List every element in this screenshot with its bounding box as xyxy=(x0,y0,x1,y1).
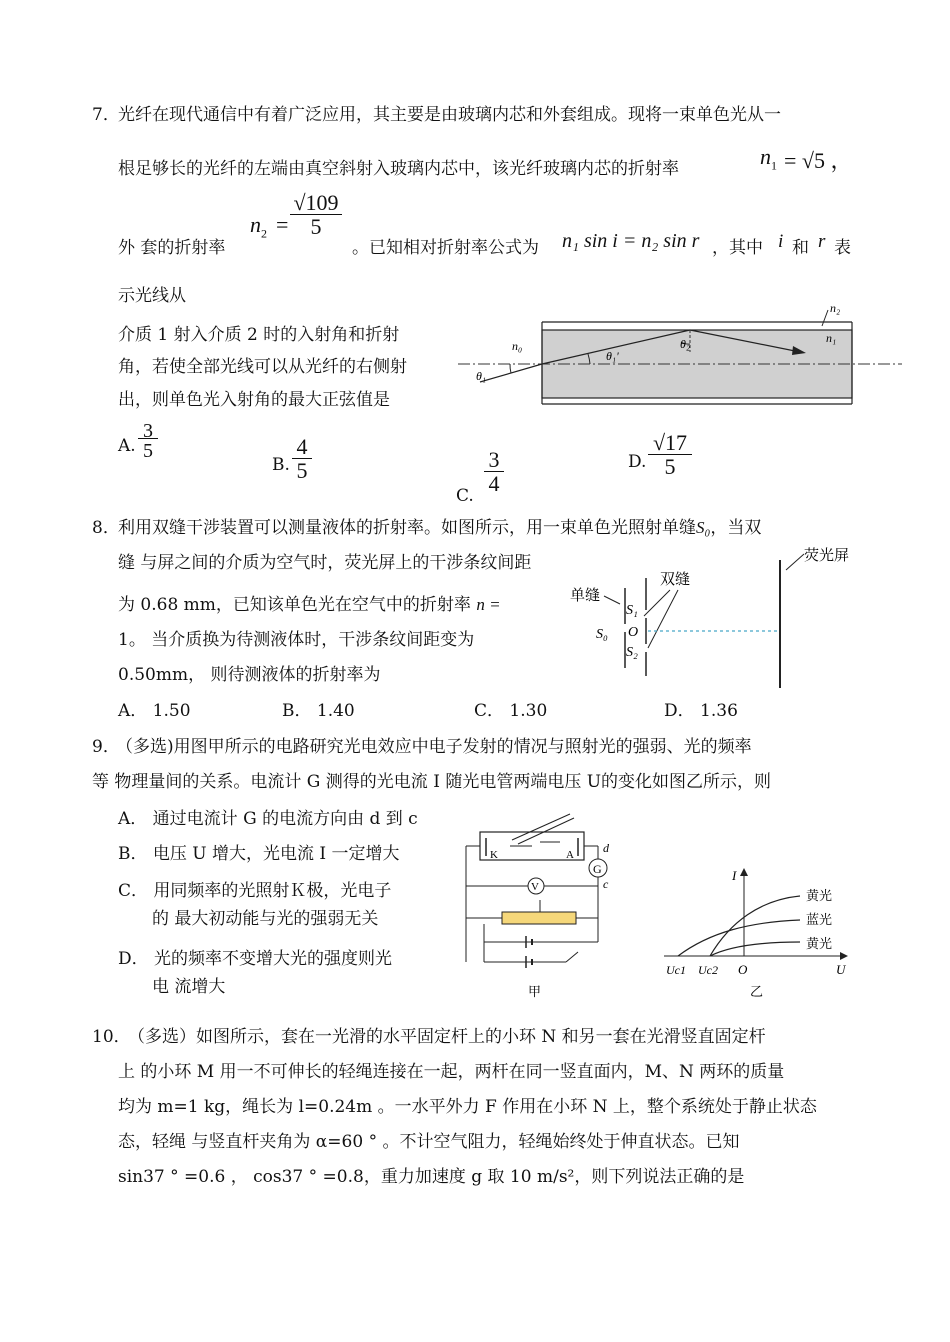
q7-n2-eq: = xyxy=(276,212,289,237)
label-double-slit: 双缝 xyxy=(660,572,691,588)
q7-formula: n₁ sin i = n₂ sin r xyxy=(562,230,700,252)
q9-circuit-diagram xyxy=(460,812,620,1002)
caption-yi: 乙 xyxy=(750,984,764,999)
screen-leader xyxy=(786,554,804,570)
q7-line3c: ，其中 xyxy=(712,238,763,258)
q9-line1: （多选)用图甲所示的电路研究光电效应中电子发射的情况与照射光的强弱、光的频率 xyxy=(116,737,752,757)
label-Uc1: Uc1 xyxy=(666,963,686,977)
q8-line1: 利用双缝干涉装置可以测量液体的折射率。如图所示，用一束单色光照射单缝S₀，当双 xyxy=(118,518,762,538)
q10-number: 10． xyxy=(92,1027,131,1047)
q7-n1-value: = √5 ， xyxy=(784,148,853,173)
label-U: U xyxy=(836,962,846,977)
q7-line3b: 。已知相对折射率公式为 xyxy=(352,238,539,258)
q7-line3d: 表 xyxy=(834,238,851,258)
curve-blue xyxy=(678,920,800,956)
q7-and: 和 xyxy=(792,238,809,258)
q7-n2-numerator: √109 xyxy=(290,192,342,215)
q7-line1: 光纤在现代通信中有着广泛应用，其主要是由玻璃内芯和外套组成。现将一束单色光从一 xyxy=(118,105,781,125)
q7-line2: 根足够长的光纤的左端由真空斜射入玻璃内芯中，该光纤玻璃内芯的折射率 xyxy=(118,159,679,179)
q8-optC: C． 1.30 xyxy=(474,701,548,721)
q9-line2: 等 物理量间的关系。电流计 G 测得的光电流 I 随光电管两端电压 U的变化如图乙所示，则 xyxy=(92,772,772,792)
label-G: G xyxy=(593,862,602,876)
label-n2: n₂ xyxy=(830,301,841,315)
label-Uc2: Uc2 xyxy=(698,963,718,977)
q7-optA-fraction: $\frac{3}{5}$ xyxy=(138,424,158,463)
q9-optD1: D． 光的频率不变增大光的强度则光 xyxy=(118,949,393,969)
q8-optB: B． 1.40 xyxy=(282,701,355,721)
q7-line4: 示光线从 xyxy=(118,286,186,306)
double-slit-leader-2 xyxy=(648,590,678,648)
q7-fiber-diagram xyxy=(450,300,910,410)
q7-optD-label: D. xyxy=(628,452,647,472)
curve-yellow-strong xyxy=(710,896,800,956)
u-axis-arrow xyxy=(840,952,848,960)
q10-line4: 态，轻绳 与竖直杆夹角为 α=60 ° 。不计空气阻力，轻绳始终处于伸直状态。已知 xyxy=(118,1132,740,1152)
q7-n2-fraction xyxy=(290,192,342,239)
q9-optC2: 的 最大初动能与光的强弱无关 xyxy=(152,909,379,929)
q7-number: 7． xyxy=(92,105,120,125)
q9-optA: A． 通过电流计 G 的电流方向由 d 到 c xyxy=(118,809,418,829)
q10-line3: 均为 m=1 kg，绳长为 l=0.24m 。一水平外力 F 作用在小环 N 上，整个系统处于静止状态 xyxy=(118,1097,817,1117)
q8-line4: 1。 当介质换为待测液体时，干涉条纹间距变为 xyxy=(118,630,475,650)
q8-line2: 缝 与屏之间的介质为空气时，荧光屏上的干涉条纹间距 xyxy=(118,553,532,573)
q10-line2: 上 的小环 M 用一不可伸长的轻绳连接在一起，两杆在同一竖直面内，M、N 两环的质量 xyxy=(118,1062,785,1082)
q9-optC1: C． 用同频率的光照射Ｋ极，光电子 xyxy=(118,881,392,901)
q8-number: 8． xyxy=(92,518,120,538)
label-n0: n₀ xyxy=(512,339,523,353)
q9-number: 9． xyxy=(92,737,120,757)
q8-line5: 0.50mm， 则待测液体的折射率为 xyxy=(118,665,381,685)
n2-leader xyxy=(822,310,828,326)
q7-line3a: 外 套的折射率 xyxy=(118,238,226,258)
label-theta1: θ₁ xyxy=(476,369,487,383)
q7-optA-label: A. xyxy=(118,436,136,456)
light-ray-2 xyxy=(518,818,574,844)
label-theta1p: θ₁' xyxy=(606,349,619,363)
q7-optD-fraction: $\frac{√17}{5}$ xyxy=(648,432,692,479)
label-I: I xyxy=(732,868,737,883)
q7-var-r: r xyxy=(818,231,826,252)
label-K: K xyxy=(490,849,498,861)
q7-optC-fraction: $\frac{3}{4}$ xyxy=(484,449,504,496)
label-single-slit: 单缝 xyxy=(570,588,601,604)
q10-line1: （多选）如图所示，套在一光滑的水平固定杆上的小环 N 和另一套在光滑竖直固定杆 xyxy=(128,1027,766,1047)
rheostat xyxy=(502,912,576,924)
label-A: A xyxy=(566,849,574,861)
curve-yellow-weak xyxy=(710,942,800,956)
label-O: O xyxy=(628,625,639,640)
theta1-arc xyxy=(510,364,511,373)
q8-line3: 为 0.68 mm，已知该单色光在空气中的折射率 n = xyxy=(118,595,501,615)
label-screen: 荧光屏 xyxy=(804,548,850,564)
single-slit-leader xyxy=(604,596,620,604)
q7-optB-label: B. xyxy=(272,455,290,475)
q8-optD: D． 1.36 xyxy=(664,701,738,721)
q7-n2-label: $n_2$ xyxy=(250,212,267,241)
q7-optC-label: C. xyxy=(456,486,474,506)
label-blue: 蓝光 xyxy=(806,912,833,927)
q8-optA: A． 1.50 xyxy=(118,701,191,721)
q7-n1-label: $n_1$ xyxy=(760,144,777,173)
caption-jia: 甲 xyxy=(528,984,542,999)
label-d: d xyxy=(603,841,609,855)
q9-iu-graph xyxy=(660,862,860,1002)
q8-double-slit-diagram xyxy=(560,540,880,690)
label-yellow-2: 黄光 xyxy=(806,936,833,951)
q9-optB: B． 电压 U 增大，光电流 I 一定增大 xyxy=(118,844,400,864)
light-ray-1 xyxy=(512,814,570,840)
label-n1: n₁ xyxy=(826,331,837,345)
q7-line6: 角，若使全部光线可以从光纤的右侧射 xyxy=(118,357,407,377)
label-S0: S₀ xyxy=(596,627,608,642)
q10-line5: sin37 ° =0.6 ， cos37 ° =0.8，重力加速度 g 取 10 m/s²，则下列说法正确的是 xyxy=(118,1167,745,1187)
label-S2: S₂ xyxy=(626,645,638,660)
q7-line5: 介质 1 射入介质 2 时的入射角和折射 xyxy=(118,325,400,345)
label-S1: S₁ xyxy=(626,603,638,618)
label-theta2: θ₂ xyxy=(680,337,691,351)
q7-n2-denominator: 5 xyxy=(310,214,322,239)
q9-optD2: 电 流增大 xyxy=(152,977,226,997)
label-O: O xyxy=(738,962,748,977)
label-c: c xyxy=(603,877,609,891)
label-yellow-1: 黄光 xyxy=(806,888,833,903)
q7-var-i: i xyxy=(778,231,784,252)
i-axis-arrow xyxy=(740,868,748,876)
q7-line7: 出，则单色光入射角的最大正弦值是 xyxy=(118,390,390,410)
q7-optB-fraction: $\frac{4}{5}$ xyxy=(292,436,312,483)
switch xyxy=(566,952,578,962)
label-V: V xyxy=(531,881,539,893)
